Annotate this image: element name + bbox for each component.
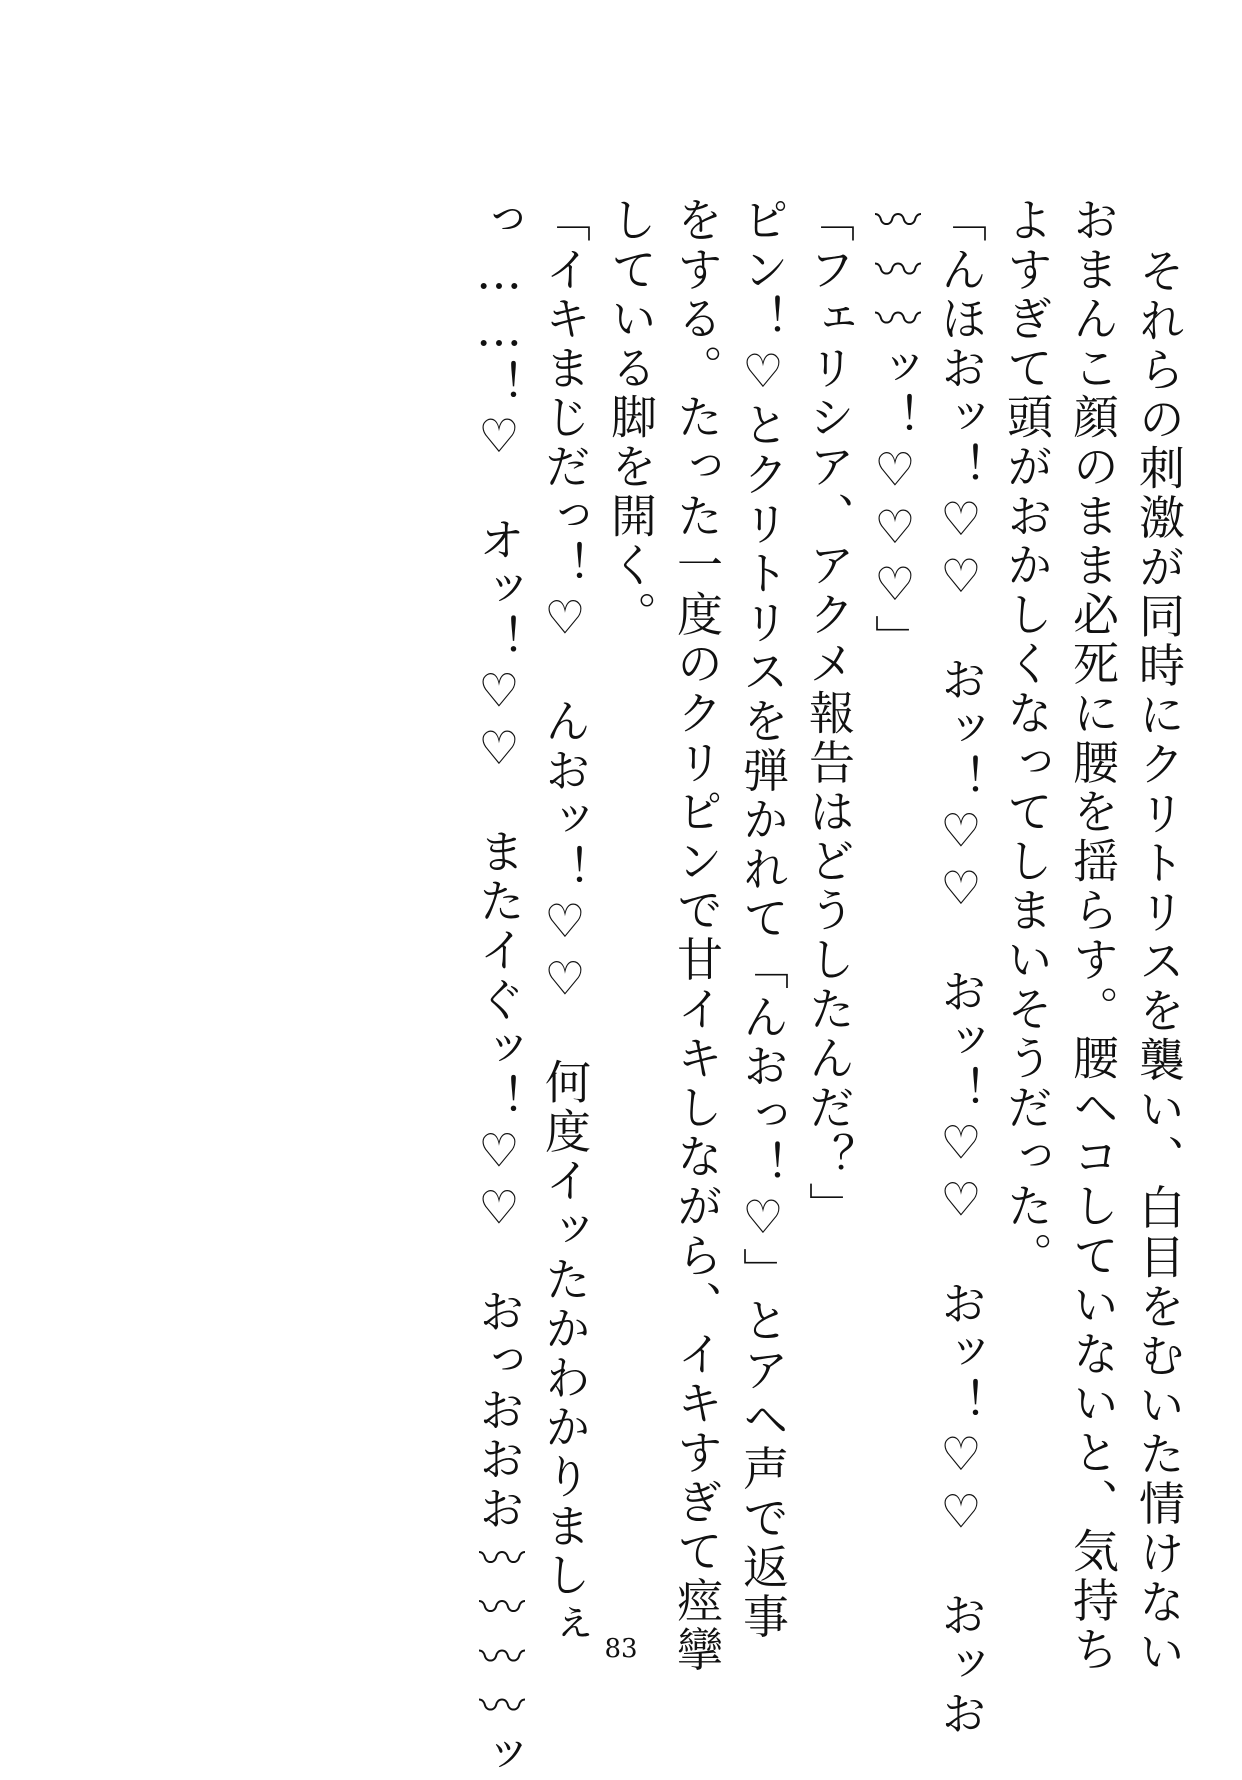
text-line-5: 〰〰〰ッ！♡♡♡」 (868, 196, 922, 664)
text-line-11: っ……！♡ オッ！♡♡ またイぐッ！♡♡ おっおおお〰〰〰〰ッ (472, 196, 526, 1780)
text-line-9: している脚を開く。 (604, 196, 658, 640)
text-line-3: よすぎて頭がおかしくなってしまいそうだった。 (1000, 196, 1054, 1281)
text-line-4: 「んほおッ！♡♡ おッ！♡♡ おッ！♡♡ おッ！♡♡ おッお (934, 196, 988, 1739)
page-number: 83 (604, 1634, 638, 1664)
text-line-6: 「フェリシア、アクメ報告はどうしたんだ？」 (802, 196, 856, 1232)
text-line-7: ピン！♡とクリトリスを弾かれて「んおっ！♡」とアヘ声で返事 (736, 196, 790, 1642)
text-line-8: をする。たった一度のクリピンで甘イキしながら、イキすぎて痙攣 (670, 196, 724, 1675)
text-line-10: 「イキまじだっ！♡ んおッ！♡♡ 何度イッたかわかりましぇ (538, 196, 592, 1650)
text-line-1: それらの刺激が同時にクリトリスを襲い、白目をむいた情けない (1132, 247, 1186, 1677)
text-line-2: おまんこ顔のまま必死に腰を揺らす。腰ヘコしていないと、気持ち (1066, 196, 1120, 1675)
